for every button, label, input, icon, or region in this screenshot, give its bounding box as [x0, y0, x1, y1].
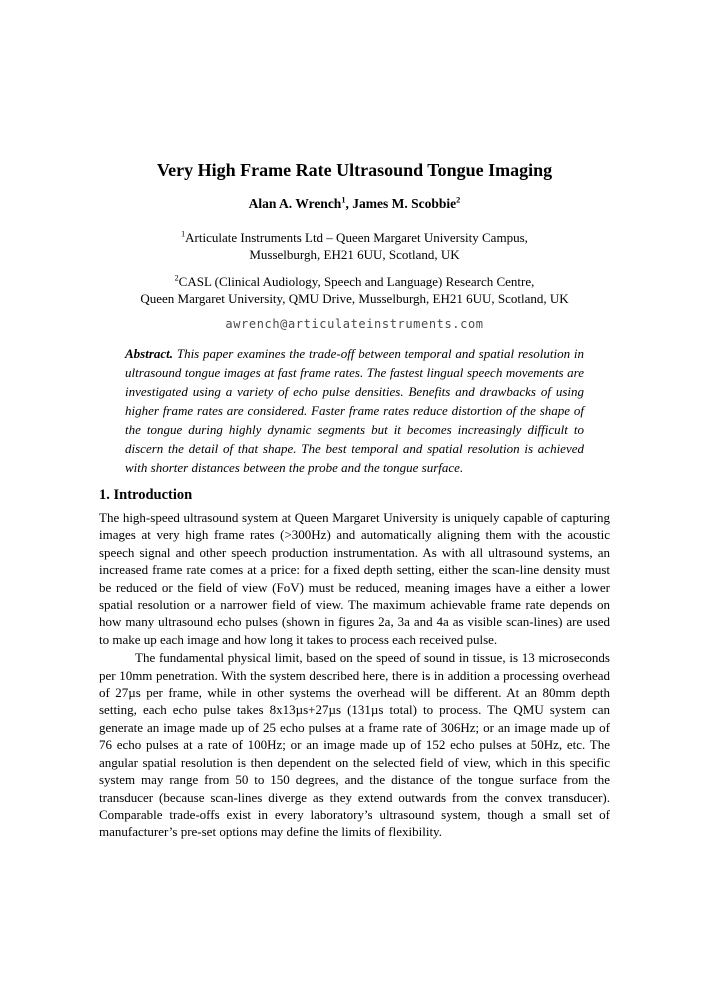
intro-paragraph-2: The fundamental physical limit, based on the speed of sound in tissue, is 13 microseconds per 10mm penetration. With the system described here, there is in addition a processing overhead of 27µs per frame, while in other systems the overhead will be different. At an 80mm depth setting, each echo pulse takes 8x13µs+27µs (131µs total) to process. The QMU system can generate an image made up of 25 echo pulses at a frame rate of 306Hz; or an image made up of 76 echo pulses at a rate of 100Hz; or an image made up of 152 echo pulses at 50Hz, etc. The angular spatial resolution is then dependent on the selected field of view, which in this specific system may range from 50 to 150 degrees, and the distance of the tongue surface from the transducer (because scan-lines diverge as they extend outwards from the convex transducer). Comparable trade-offs exist in every laboratory’s ultrasound system, though a small set of manufacturer’s pre-set options may define the limits of flexibility. — [99, 650, 610, 840]
affiliation-2-text: CASL (Clinical Audiology, Speech and Language) Research Centre, — [178, 274, 535, 289]
affiliation-1-text: Articulate Instruments Ltd – Queen Margaret University Campus, — [185, 230, 528, 245]
author-2-affiliation-mark: 2 — [456, 195, 461, 205]
affiliation-2-line-2: Queen Margaret University, QMU Drive, Musselburgh, EH21 6UU, Scotland, UK — [140, 291, 569, 306]
author-separator: , — [345, 196, 353, 211]
intro-paragraph-1: The high-speed ultrasound system at Queen Margaret University is uniquely capable of capturing images at very high frame rates (>300Hz) and automatically aligning them with the acoustic speech signal and other speech production instrumentation. As with all ultrasound systems, an increased frame rate comes at a price: for a fixed depth setting, either the scan-line density must be reduced or the field of view (FoV) must be reduced, meaning images have a either a lower spatial resolution or a narrower field of view. The maximum achievable frame rate depends on how many ultrasound echo pulses (shown in figures 2a, 3a and 4a as visible scan-lines) are used to make up each image and how long it takes to process each received pulse. — [99, 510, 610, 647]
section-heading-introduction: 1. Introduction — [99, 487, 193, 503]
abstract-label: Abstract. — [125, 346, 174, 361]
affiliation-1-mark: 1 — [181, 229, 186, 239]
affiliation-1-line-2: Musselburgh, EH21 6UU, Scotland, UK — [249, 247, 460, 262]
author-2-name: James M. Scobbie — [352, 196, 457, 211]
contact-email: awrench@articulateinstruments.com — [225, 317, 484, 331]
paper-title: Very High Frame Rate Ultrasound Tongue Imaging — [156, 160, 553, 180]
affiliation-2-mark: 2 — [174, 273, 179, 283]
abstract — [125, 344, 584, 477]
affiliation-2 — [99, 273, 610, 307]
abstract-text: This paper examines the trade-off between temporal and spatial resolution in ultrasound tongue images at fast frame rates. The fastest lingual speech movements are investigated using a variety of echo pulse densities. Benefits and drawbacks of using higher frame rates are considered. Faster frame rates reduce distortion of the shape of the tongue during highly dynamic segments but it becomes increasingly difficult to discern the detail of that shape. The best temporal and spatial resolution is achieved with shorter distances between the probe and the tongue surface. — [125, 346, 584, 475]
affiliation-1 — [99, 229, 610, 263]
author-1-affiliation-mark: 1 — [341, 195, 346, 205]
author-1-name: Alan A. Wrench — [248, 196, 342, 211]
authors-line — [99, 194, 610, 213]
affiliation-2-line-1 — [99, 273, 610, 290]
affiliation-1-line-1 — [99, 229, 610, 246]
